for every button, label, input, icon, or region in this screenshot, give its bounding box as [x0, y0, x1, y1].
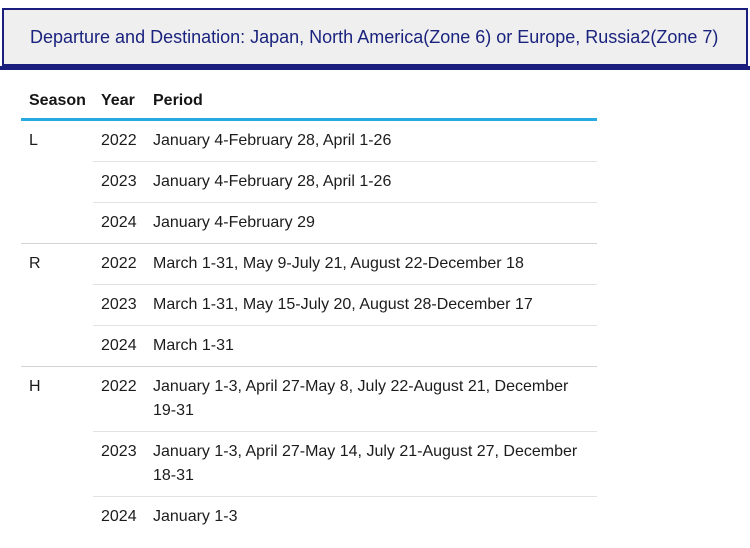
route-banner [2, 8, 748, 66]
table-row-h-2024 [21, 497, 597, 538]
season-label-h: H [21, 367, 93, 538]
column-header-season: Season [21, 83, 93, 120]
year-cell: 2022 [101, 132, 137, 149]
season-label-l: L [29, 132, 38, 149]
table-row-l-2022 [21, 120, 597, 162]
year-cell: 2024 [93, 326, 145, 367]
period-cell: March 1-31, May 15-July 20, August 28-December 17 [145, 285, 597, 326]
period-cell: January 1-3, April 27-May 8, July 22-August 21, December 19-31 [145, 367, 597, 432]
period-cell: January 1-3, April 27-May 14, July 21-August 27, December 18-31 [145, 432, 597, 497]
year-cell: 2023 [93, 285, 145, 326]
table-row-l-2024 [21, 203, 597, 244]
year-cell: 2024 [93, 203, 145, 244]
table-row-r-2022 [21, 244, 597, 285]
period-cell: January 4-February 29 [145, 203, 597, 244]
table-row-r-2023 [21, 285, 597, 326]
period-cell: January 4-February 28, April 1-26 [145, 162, 597, 203]
year-cell: 2022 [93, 244, 145, 285]
table-row-h-2023 [21, 432, 597, 497]
banner-bottom-rule [0, 66, 750, 70]
column-header-year: Year [93, 83, 145, 120]
year-cell: 2023 [93, 432, 145, 497]
year-cell: 2024 [93, 497, 145, 538]
route-banner-text: Departure and Destination: Japan, North America(Zone 6) or Europe, Russia2(Zone 7) [30, 27, 719, 47]
period-cell: January 4-February 28, April 1-26 [153, 132, 392, 149]
season-table [21, 83, 597, 537]
period-cell: March 1-31 [145, 326, 597, 367]
table-row-h-2022 [21, 367, 597, 432]
table-row-r-2024 [21, 326, 597, 367]
year-cell: 2023 [93, 162, 145, 203]
year-cell: 2022 [93, 367, 145, 432]
period-cell: January 1-3 [145, 497, 597, 538]
table-row-l-2023 [21, 162, 597, 203]
period-cell: March 1-31, May 9-July 21, August 22-December 18 [145, 244, 597, 285]
season-label-r: R [21, 244, 93, 367]
table-header-row [21, 83, 597, 120]
column-header-period: Period [145, 83, 597, 120]
